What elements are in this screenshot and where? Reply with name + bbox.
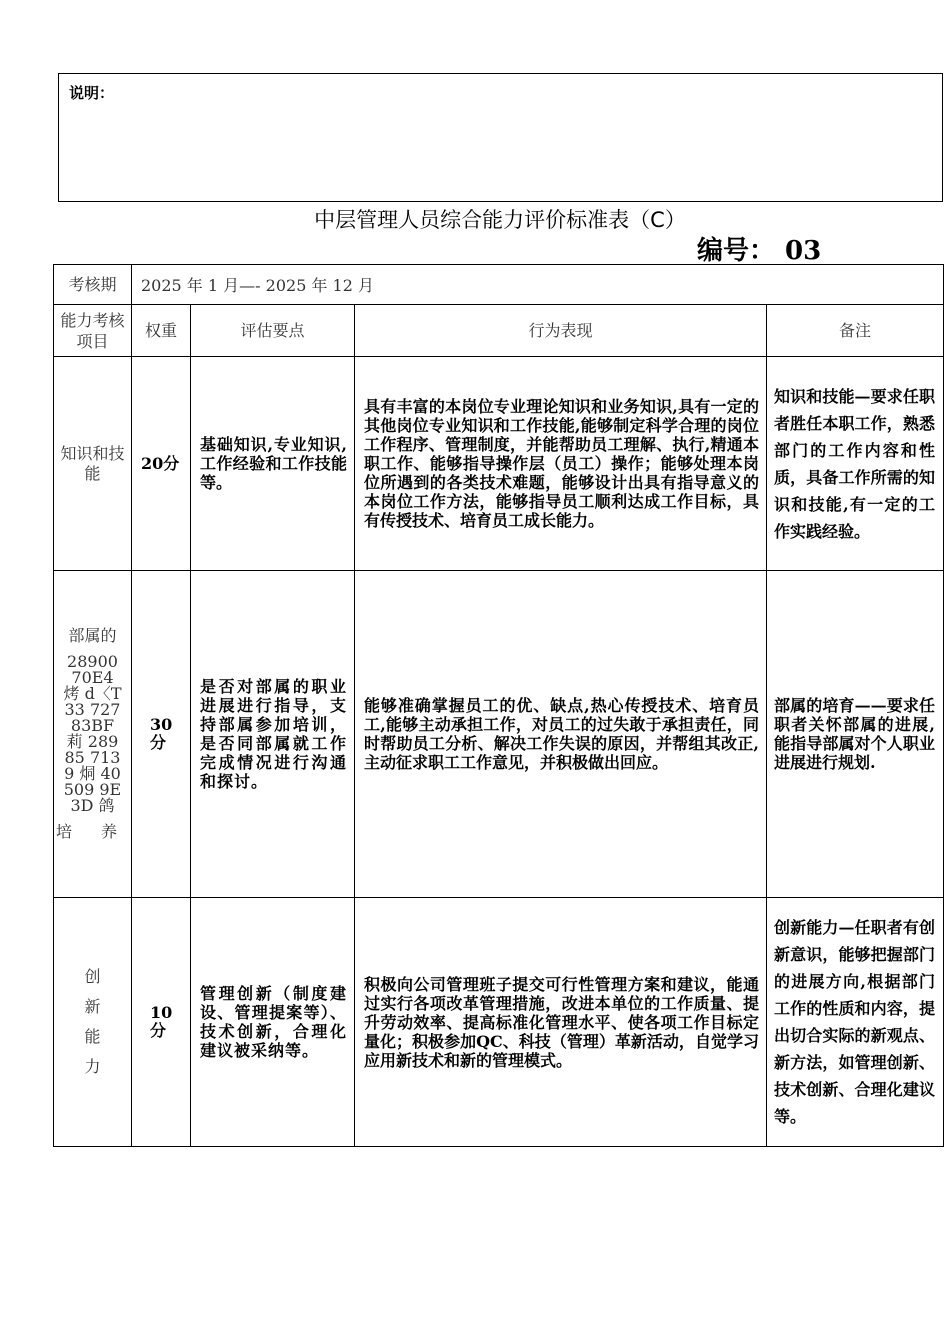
row-item-garbled: 28900 70E4 烤 d〈T33 727 83BF 莉 28985 7139 烔 40509 9E3D 鸽 [63,652,122,815]
table-row [54,571,944,898]
row-points: 基础知识,专业知识,工作经验和工作技能等。 [191,357,355,571]
header-row [54,305,944,357]
period-row [54,265,944,305]
row-item [54,571,132,898]
period-label: 考核期 [54,265,132,305]
row-weight: 30分 [132,571,191,898]
document-number-value: 03 [785,236,822,266]
header-weight: 权重 [132,305,191,357]
row-item-head: 部属的 [68,626,117,645]
note-box [58,73,943,202]
row-remark: 知识和技能—要求任职者胜任本职工作，熟悉部门的工作内容和性质，具备工作所需的知识和技能,有一定的工作实践经验。 [767,357,944,571]
document-number [697,230,821,267]
row-remark: 部属的培育——要求任职者关怀部属的进展,能指导部属对个人职业进展进行规划. [767,571,944,898]
document-number-label: 编号： [697,236,776,266]
row-item-tail: 培 养 [55,822,130,841]
header-remark: 备注 [767,305,944,357]
row-item: 创 新 能 力 [54,898,132,1147]
row-behavior: 积极向公司管理班子提交可行性管理方案和建议，能通过实行各项改革管理措施，改进本单位的工作质量、提升劳动效率、提高标准化管理水平、使各项工作目标定量化；积极参加QC、科技（管理）革新活动，自觉学习应用新技术和新的管理模式。 [355,898,767,1147]
row-item: 知识和技能 [54,357,132,571]
row-weight: 20分 [132,357,191,571]
row-behavior: 能够准确掌握员工的优、缺点,热心传授技术、培育员工,能够主动承担工作，对员工的过失敢于承担责任，同时帮助员工分析、解决工作失误的原因，并帮组其改正,主动征求职工工作意见，并积极做出回应。 [355,571,767,898]
row-points: 是否对部属的职业进展进行指导，支持部属参加培训，是否同部属就工作完成情况进行沟通和探讨。 [191,571,355,898]
table-row [54,898,944,1147]
row-behavior: 具有丰富的本岗位专业理论知识和业务知识,具有一定的其他岗位专业知识和工作技能,能够制定科学合理的岗位工作程序、管理制度，并能帮助员工理解、执行,精通本职工作、能够指导操作层（员工）操作；能够处理本岗位所遇到的各类技术难题，能够设计出具有指导意义的本岗位工作方法，能够指导员工顺利达成工作目标，具有传授技术、培育员工成长能力。 [355,357,767,571]
row-weight: 10分 [132,898,191,1147]
evaluation-table [53,264,944,1147]
row-remark: 创新能力—任职者有创新意识，能够把握部门的进展方向,根据部门工作的性质和内容，提出切合实际的新观点、新方法，如管理创新、技术创新、合理化建议等。 [767,898,944,1147]
header-points: 评估要点 [191,305,355,357]
period-value: 2025 年 1 月—- 2025 年 12 月 [132,265,944,305]
header-behavior: 行为表现 [355,305,767,357]
table-row [54,357,944,571]
row-points: 管理创新（制度建设、管理提案等）、技术创新，合理化建议被采纳等。 [191,898,355,1147]
header-item: 能力考核项目 [54,305,132,357]
note-label: 说明： [69,84,115,102]
document-title: 中层管理人员综合能力评价标准表（C） [314,208,686,232]
